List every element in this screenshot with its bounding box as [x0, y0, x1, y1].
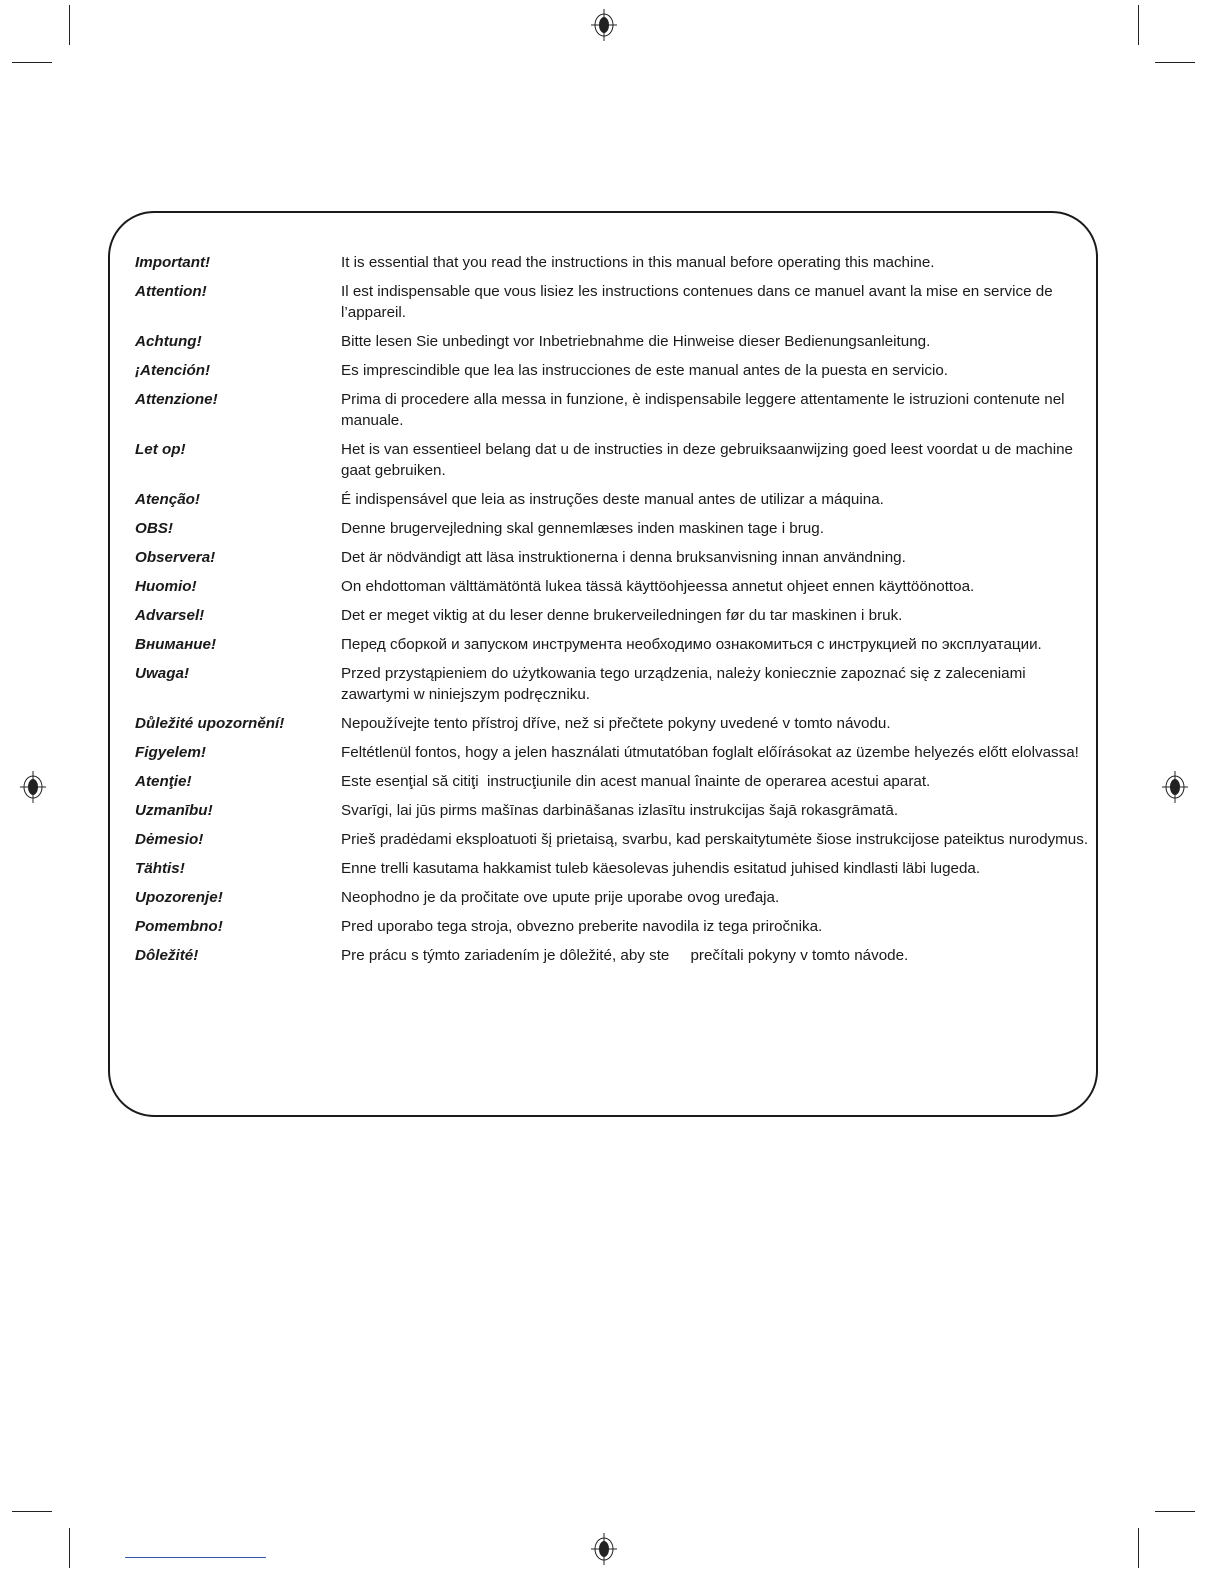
notice-label: Atenção!	[135, 491, 200, 508]
notice-text: Nepoužívejte tento přístroj dříve, než si přečtete pokyny uvedené v tomto návodu.	[341, 715, 891, 732]
notice-text: Перед сборкой и запуском инструмента необходимо ознакомиться с инструкцией по эксплуатации.	[341, 636, 1042, 653]
notice-text: Es imprescindible que lea las instrucciones de este manual antes de la puesta en servicio.	[341, 362, 948, 379]
notice-row	[135, 858, 1095, 879]
notice-row	[135, 518, 1095, 539]
notice-text: Bitte lesen Sie unbedingt vor Inbetriebnahme die Hinweise dieser Bedienungsanleitung.	[341, 333, 931, 350]
notice-label: Uzmanību!	[135, 802, 213, 819]
notice-text: It is essential that you read the instructions in this manual before operating this machine.	[341, 254, 935, 271]
notice-list	[135, 252, 1095, 974]
registration-mark-icon	[18, 770, 48, 804]
notice-row	[135, 605, 1095, 626]
notice-label: Dėmesio!	[135, 831, 204, 848]
notice-text: Pred uporabo tega stroja, obvezno preberite navodila iz tega priročnika.	[341, 918, 823, 935]
notice-label: Huomio!	[135, 578, 197, 595]
notice-label: Attenzione!	[135, 391, 218, 408]
notice-row	[135, 634, 1095, 655]
registration-mark-icon	[589, 1532, 619, 1566]
notice-label: Advarsel!	[135, 607, 205, 624]
notice-text: É indispensável que leia as instruções deste manual antes de utilizar a máquina.	[341, 491, 884, 508]
notice-label: Důležité upozornění!	[135, 715, 285, 732]
notice-text: Svarīgi, lai jūs pirms mašīnas darbināšanas izlasītu instrukcijas šajā rokasgrāmatā.	[341, 802, 899, 819]
notice-row	[135, 887, 1095, 908]
notice-label: Important!	[135, 254, 211, 271]
notice-label: Upozorenje!	[135, 889, 223, 906]
notice-label: Observera!	[135, 549, 216, 566]
notice-label: Figyelem!	[135, 744, 206, 761]
notice-row	[135, 742, 1095, 763]
notice-text: Det är nödvändigt att läsa instruktionerna i denna bruksanvisning innan användning.	[341, 549, 906, 566]
notice-row	[135, 771, 1095, 792]
notice-text: Il est indispensable que vous lisiez les instructions contenues dans ce manuel avant la mise en service de l’appareil.	[341, 283, 1057, 321]
notice-row	[135, 547, 1095, 568]
notice-text: Denne brugervejledning skal gennemlæses inden maskinen tage i brug.	[341, 520, 824, 537]
notice-text: Het is van essentieel belang dat u de instructies in deze gebruiksaanwijzing goed leest voordat u de machine gaat gebruiken.	[341, 441, 1078, 479]
notice-label: ¡Atención!	[135, 362, 211, 379]
notice-row	[135, 800, 1095, 821]
registration-mark-icon	[1160, 770, 1190, 804]
notice-text: Neophodno je da pročitate ove upute prije uporabe ovog uređaja.	[341, 889, 780, 906]
notice-row	[135, 389, 1095, 431]
notice-label: Pomembno!	[135, 918, 223, 935]
notice-row	[135, 281, 1095, 323]
notice-row	[135, 576, 1095, 597]
notice-row	[135, 489, 1095, 510]
notice-text: On ehdottoman välttämätöntä lukea tässä käyttöohjeessa annetut ohjeet ennen käyttöönottoa.	[341, 578, 975, 595]
notice-label: OBS!	[135, 520, 173, 537]
notice-label: Tähtis!	[135, 860, 185, 877]
notice-text: Pre prácu s týmto zariadením je dôležité, aby ste prečítali pokyny v tomto návode.	[341, 947, 909, 964]
notice-row	[135, 360, 1095, 381]
notice-label: Dôležité!	[135, 947, 199, 964]
notice-label: Uwaga!	[135, 665, 190, 682]
notice-text: Det er meget viktig at du leser denne brukerveiledningen før du tar maskinen i bruk.	[341, 607, 903, 624]
notice-row	[135, 916, 1095, 937]
notice-row	[135, 945, 1095, 966]
notice-row	[135, 713, 1095, 734]
notice-row	[135, 439, 1095, 481]
notice-label: Achtung!	[135, 333, 202, 350]
notice-text: Enne trelli kasutama hakkamist tuleb käesolevas juhendis esitatud juhised kindlasti läbi lugeda.	[341, 860, 981, 877]
notice-row	[135, 663, 1095, 705]
notice-text: Przed przystąpieniem do użytkowania tego urządzenia, należy koniecznie zapoznać się z zaleceniami zawartymi w niniejszym podręczniku.	[341, 665, 1030, 703]
notice-text: Feltétlenül fontos, hogy a jelen használati útmutatóban foglalt előírásokat az üzembe helyezés előtt elolvassa!	[341, 744, 1079, 761]
notice-row	[135, 252, 1095, 273]
notice-label: Let op!	[135, 441, 186, 458]
notice-row	[135, 829, 1095, 850]
notice-text: Este esenţial să citiţi instrucţiunile din acest manual înainte de operarea acestui aparat.	[341, 773, 931, 790]
notice-row	[135, 331, 1095, 352]
footer-rule	[125, 1557, 266, 1558]
notice-label: Внимание!	[135, 636, 217, 653]
notice-text: Prieš pradėdami eksploatuoti šį prietaisą, svarbu, kad perskaitytumėte šiose instrukcijose pateiktus nurodymus.	[341, 831, 1089, 848]
notice-label: Atenţie!	[135, 773, 192, 790]
notice-text: Prima di procedere alla messa in funzione, è indispensabile leggere attentamente le istruzioni contenute nel manuale.	[341, 391, 1069, 429]
notice-label: Attention!	[135, 283, 207, 300]
registration-mark-icon	[589, 8, 619, 42]
